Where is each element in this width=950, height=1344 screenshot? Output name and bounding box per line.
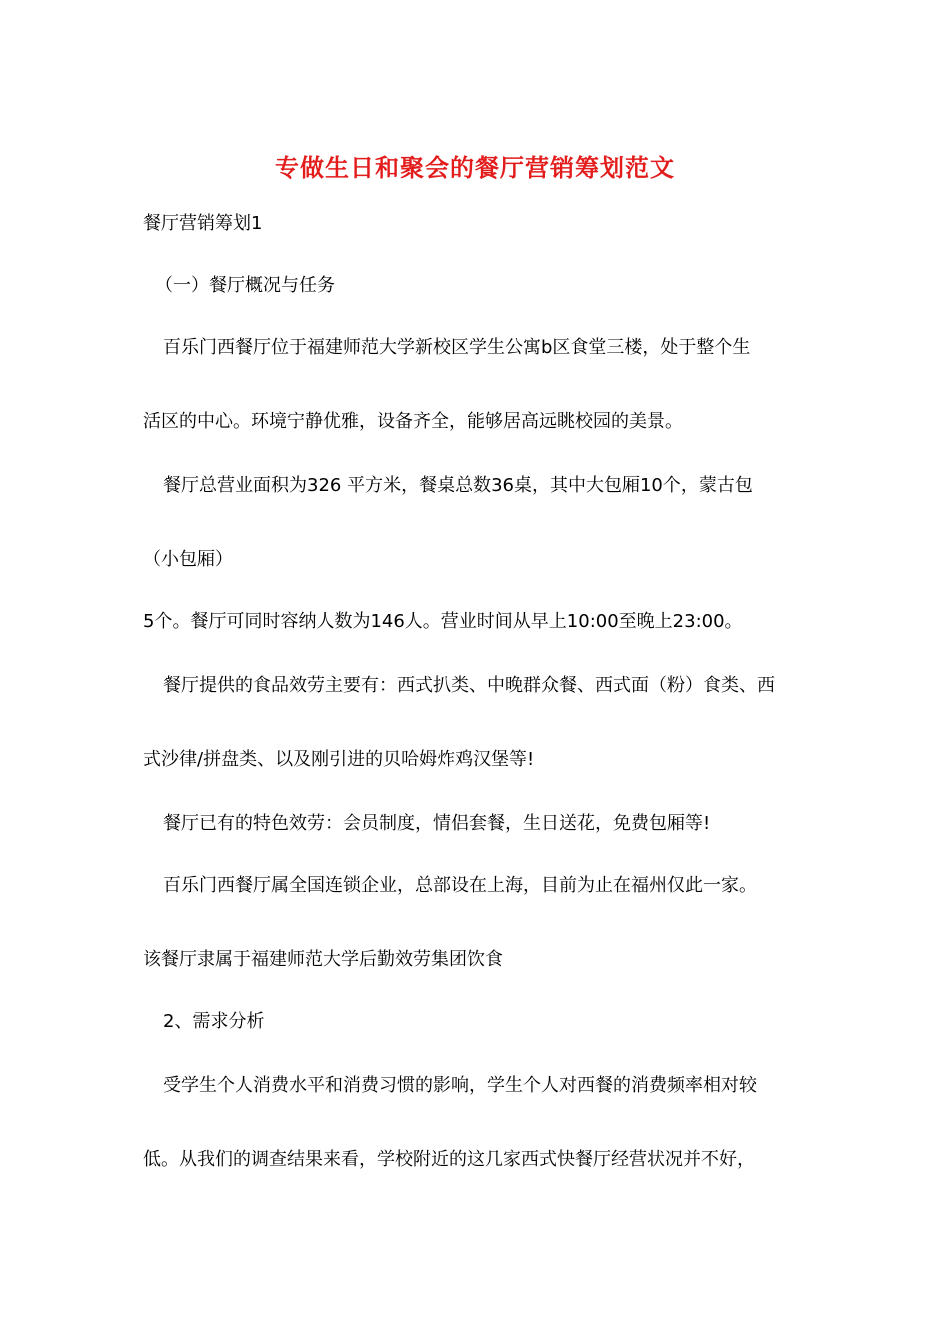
paragraph-line: 百乐门西餐厅位于福建师范大学新校区学生公寓b区食堂三楼，处于整个生 [163, 337, 751, 358]
subsection-heading: （一）餐厅概况与任务 [155, 275, 335, 296]
paragraph-line: 该餐厅隶属于福建师范大学后勤效劳集团饮食 [143, 949, 503, 970]
paragraph-line: 活区的中心。环境宁静优雅，设备齐全，能够居高远眺校园的美景。 [143, 411, 683, 432]
paragraph-line: 低。从我们的调查结果来看，学校附近的这几家西式快餐厅经营状况并不好， [143, 1149, 755, 1170]
document-title: 专做生日和聚会的餐厅营销筹划范文 [275, 153, 675, 182]
paragraph-line: 受学生个人消费水平和消费习惯的影响，学生个人对西餐的消费频率相对较 [163, 1075, 757, 1096]
section-heading: 餐厅营销筹划1 [143, 213, 263, 234]
paragraph-line: 式沙律/拼盘类、以及刚引进的贝哈姆炸鸡汉堡等! [143, 749, 535, 770]
paragraph-line: 餐厅已有的特色效劳：会员制度，情侣套餐，生日送花，免费包厢等! [163, 813, 711, 834]
paragraph-line: 餐厅总营业面积为326 平方米，餐桌总数36桌，其中大包厢10个，蒙古包 [163, 475, 753, 496]
paragraph-line: 餐厅提供的食品效劳主要有：西式扒类、中晚群众餐、西式面（粉）食类、西 [163, 675, 775, 696]
section-heading: 2、需求分析 [163, 1011, 265, 1032]
paragraph-line: 百乐门西餐厅属全国连锁企业，总部设在上海，目前为止在福州仅此一家。 [163, 875, 757, 896]
paragraph-line: （小包厢） [143, 549, 233, 570]
paragraph-line: 5个。餐厅可同时容纳人数为146人。营业时间从早上10:00至晚上23:00。 [143, 611, 743, 632]
